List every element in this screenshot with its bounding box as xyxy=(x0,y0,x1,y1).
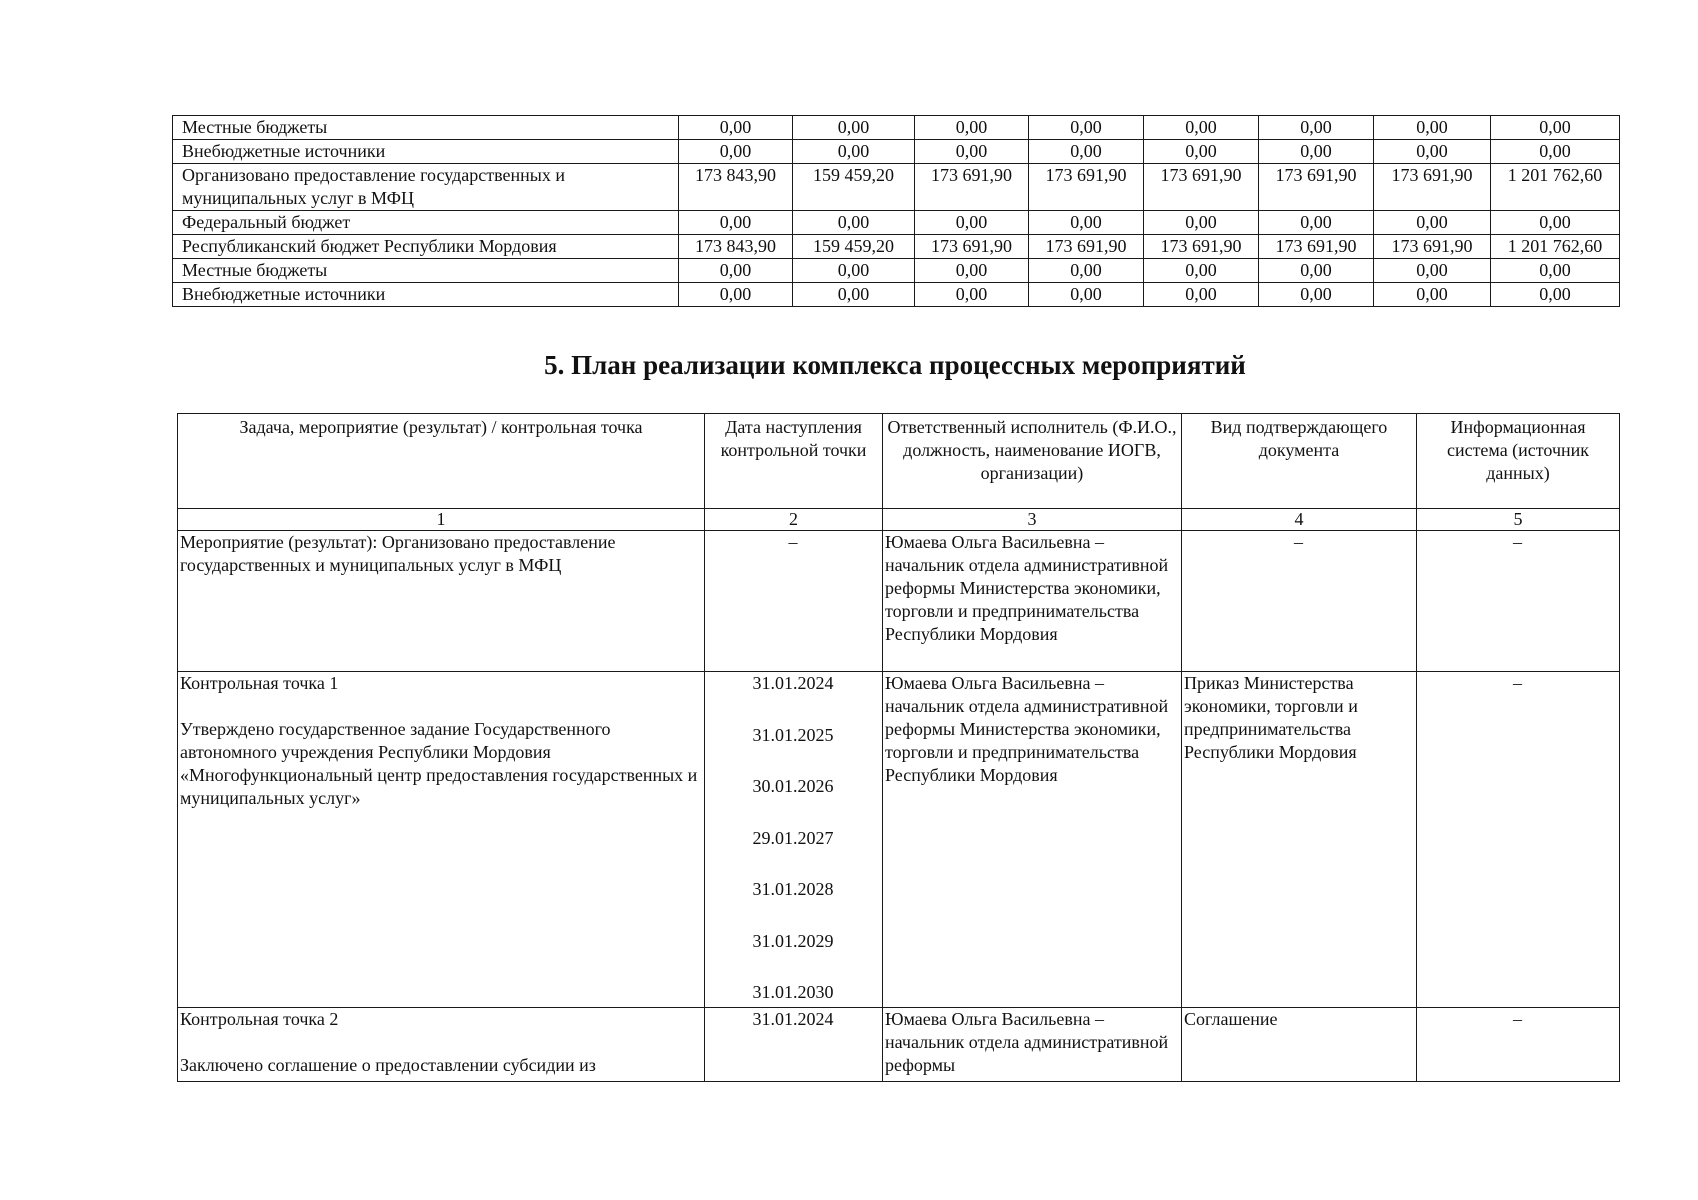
column-number: 4 xyxy=(1182,509,1417,531)
budget-row xyxy=(173,283,1620,307)
task-spacer xyxy=(180,1031,701,1054)
budget-value-cell: 0,00 xyxy=(1259,116,1374,140)
budget-value-cell: 0,00 xyxy=(1144,116,1259,140)
header-date: Дата наступления контрольной точки xyxy=(705,414,883,509)
budget-value-cell: 0,00 xyxy=(1374,259,1491,283)
task-description: Утверждено государственное задание Государственного автономного учреждения Республики Мордовия «Многофункциональный центр предоставления государственных и муниципальных услуг» xyxy=(180,719,698,808)
budget-row xyxy=(173,116,1620,140)
column-number: 5 xyxy=(1417,509,1620,531)
budget-row-label: Федеральный бюджет xyxy=(173,211,679,235)
budget-value-cell: 0,00 xyxy=(1029,211,1144,235)
budget-value-cell: 0,00 xyxy=(679,211,793,235)
budget-value-cell: 0,00 xyxy=(1259,283,1374,307)
control-date: 30.01.2026 xyxy=(752,776,834,796)
control-date: 31.01.2025 xyxy=(752,724,834,745)
budget-table xyxy=(172,115,1620,307)
document-cell: Приказ Министерства экономики, торговли и предпринимательства Республики Мордовия xyxy=(1182,672,1417,1008)
budget-value-cell: 0,00 xyxy=(915,140,1029,164)
budget-value-cell: 173 691,90 xyxy=(1029,235,1144,259)
budget-row-label: Местные бюджеты xyxy=(173,116,679,140)
budget-value-cell: 173 691,90 xyxy=(1374,164,1491,211)
budget-value-cell: 0,00 xyxy=(1491,116,1620,140)
document-cell: – xyxy=(1182,531,1417,672)
budget-value-cell: 0,00 xyxy=(1144,259,1259,283)
budget-row-label: Республиканский бюджет Республики Мордовия xyxy=(173,235,679,259)
budget-value-cell: 0,00 xyxy=(1259,211,1374,235)
column-number: 3 xyxy=(883,509,1182,531)
information-system-cell: – xyxy=(1417,672,1620,1008)
information-system-cell: – xyxy=(1417,1008,1620,1082)
budget-value-cell: 0,00 xyxy=(1491,211,1620,235)
budget-value-cell: 0,00 xyxy=(679,259,793,283)
budget-value-cell: 0,00 xyxy=(1491,259,1620,283)
control-date: 29.01.2027 xyxy=(752,827,834,848)
budget-value-cell: 0,00 xyxy=(793,140,915,164)
task-title: Мероприятие (результат): Организовано предоставление государственных и муниципальных услуг в МФЦ xyxy=(180,532,616,575)
budget-value-cell: 0,00 xyxy=(1374,211,1491,235)
budget-value-cell: 0,00 xyxy=(1029,283,1144,307)
budget-row-label: Местные бюджеты xyxy=(173,259,679,283)
budget-value-cell: 173 691,90 xyxy=(1259,164,1374,211)
header-task: Задача, мероприятие (результат) / контрольная точка xyxy=(178,414,705,509)
budget-row xyxy=(173,259,1620,283)
task-title: Контрольная точка 1 xyxy=(180,673,339,693)
budget-value-cell: 173 691,90 xyxy=(915,164,1029,211)
header-executor: Ответственный исполнитель (Ф.И.О., должность, наименование ИОГВ, организации) xyxy=(883,414,1182,509)
budget-value-cell: 159 459,20 xyxy=(793,235,915,259)
budget-value-cell: 0,00 xyxy=(1374,283,1491,307)
column-number: 1 xyxy=(178,509,705,531)
budget-value-cell: 0,00 xyxy=(793,116,915,140)
budget-value-cell: 0,00 xyxy=(1144,283,1259,307)
budget-row xyxy=(173,140,1620,164)
budget-value-cell: 0,00 xyxy=(915,116,1029,140)
plan-table xyxy=(177,413,1620,1082)
budget-value-cell: 0,00 xyxy=(915,259,1029,283)
plan-header-row xyxy=(178,414,1620,509)
budget-row-label: Внебюджетные источники xyxy=(173,283,679,307)
control-date: 31.01.2028 xyxy=(752,879,834,899)
budget-value-cell: 0,00 xyxy=(1259,140,1374,164)
budget-value-cell: 173 691,90 xyxy=(1374,235,1491,259)
budget-value-cell: 0,00 xyxy=(1029,259,1144,283)
budget-value-cell: 0,00 xyxy=(1144,211,1259,235)
budget-value-cell: 173 843,90 xyxy=(679,235,793,259)
control-date-cell xyxy=(705,531,883,672)
budget-value-cell: 0,00 xyxy=(915,211,1029,235)
budget-value-cell: 0,00 xyxy=(679,116,793,140)
document-cell: Соглашение xyxy=(1182,1008,1417,1082)
budget-row xyxy=(173,164,1620,211)
budget-value-cell: 173 691,90 xyxy=(1144,164,1259,211)
plan-table-body xyxy=(178,509,1620,1082)
plan-row xyxy=(178,672,1620,1008)
budget-value-cell: 0,00 xyxy=(679,283,793,307)
budget-value-cell: 0,00 xyxy=(679,140,793,164)
budget-value-cell: 0,00 xyxy=(793,283,915,307)
task-cell xyxy=(178,1008,705,1082)
executor-cell: Юмаева Ольга Васильевна – начальник отдела административной реформы Министерства экономики, торговли и предпринимательства Республики Мордовия xyxy=(883,672,1182,1008)
budget-value-cell: 0,00 xyxy=(1491,140,1620,164)
plan-row xyxy=(178,1008,1620,1082)
control-date: 31.01.2029 xyxy=(752,930,834,951)
column-number: 2 xyxy=(705,509,883,531)
budget-value-cell: 0,00 xyxy=(915,283,1029,307)
budget-value-cell: 0,00 xyxy=(1029,140,1144,164)
section-title: 5. План реализации комплекса процессных мероприятий xyxy=(544,350,1246,380)
budget-value-cell: 173 843,90 xyxy=(679,164,793,211)
budget-value-cell: 173 691,90 xyxy=(1259,235,1374,259)
budget-value-cell: 0,00 xyxy=(1374,116,1491,140)
budget-value-cell: 1 201 762,60 xyxy=(1491,235,1620,259)
budget-value-cell: 173 691,90 xyxy=(1029,164,1144,211)
header-document: Вид подтверждающего документа xyxy=(1182,414,1417,509)
budget-row xyxy=(173,211,1620,235)
control-date-cell xyxy=(705,1008,883,1082)
budget-value-cell: 0,00 xyxy=(793,259,915,283)
header-system: Информационная система (источник данных) xyxy=(1417,414,1620,509)
budget-value-cell: 159 459,20 xyxy=(793,164,915,211)
task-cell xyxy=(178,531,705,672)
column-numbers-row xyxy=(178,509,1620,531)
budget-value-cell: 173 691,90 xyxy=(915,235,1029,259)
budget-value-cell: 0,00 xyxy=(793,211,915,235)
budget-value-cell: 0,00 xyxy=(1491,283,1620,307)
budget-row xyxy=(173,235,1620,259)
task-title: Контрольная точка 2 xyxy=(180,1009,339,1029)
budget-value-cell: 1 201 762,60 xyxy=(1491,164,1620,211)
executor-cell: Юмаева Ольга Васильевна – начальник отдела административной реформы xyxy=(883,1008,1182,1082)
budget-value-cell: 0,00 xyxy=(1374,140,1491,164)
budget-row-label: Организовано предоставление государственных и муниципальных услуг в МФЦ xyxy=(173,164,679,211)
budget-row-label: Внебюджетные источники xyxy=(173,140,679,164)
budget-value-cell: 173 691,90 xyxy=(1144,235,1259,259)
budget-value-cell: 0,00 xyxy=(1029,116,1144,140)
control-date-cell xyxy=(705,672,883,1008)
plan-row xyxy=(178,531,1620,672)
control-date: 31.01.2024 xyxy=(752,1009,834,1029)
information-system-cell: – xyxy=(1417,531,1620,672)
control-date: 31.01.2024 xyxy=(752,673,834,693)
budget-value-cell: 0,00 xyxy=(1144,140,1259,164)
control-date: – xyxy=(788,532,798,552)
control-date: 31.01.2030 xyxy=(752,982,834,1002)
budget-value-cell: 0,00 xyxy=(1259,259,1374,283)
task-description: Заключено соглашение о предоставлении субсидии из xyxy=(180,1055,596,1075)
task-cell xyxy=(178,672,705,1008)
executor-cell: Юмаева Ольга Васильевна – начальник отдела административной реформы Министерства экономики, торговли и предпринимательства Республики Мордовия xyxy=(883,531,1182,672)
budget-table-body xyxy=(173,116,1620,307)
task-spacer xyxy=(180,695,701,718)
